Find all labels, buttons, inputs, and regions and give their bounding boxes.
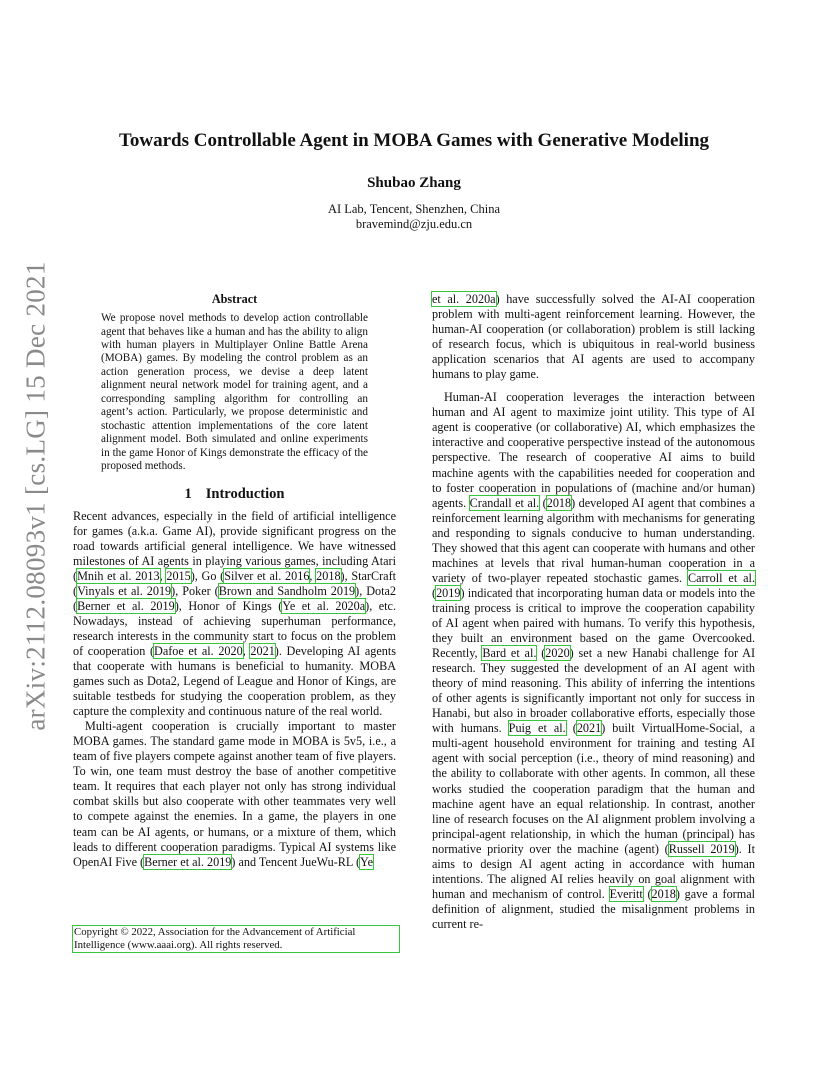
- section-heading-introduction: [73, 487, 396, 502]
- citation-link[interactable]: Ye: [360, 854, 374, 869]
- citation-link[interactable]: 2018: [651, 886, 676, 901]
- citation-link[interactable]: 2019: [436, 585, 461, 600]
- arxiv-identifier: [14, 261, 58, 731]
- citation-link[interactable]: 2018: [546, 495, 572, 510]
- citation-link[interactable]: Carroll et al.: [687, 570, 755, 585]
- citation-link[interactable]: Brown and Sandholm 2019: [218, 583, 356, 598]
- citation-link[interactable]: 2021: [250, 643, 275, 658]
- arxiv-id-text: arXiv:2112.08093v1 [cs.LG] 15 Dec 2021: [20, 261, 51, 731]
- citation-link[interactable]: 2020: [545, 646, 570, 661]
- citation-link[interactable]: Mnih et al. 2013: [77, 568, 160, 583]
- citation-link[interactable]: Russell 2019: [668, 841, 735, 856]
- intro-paragraph-2: Multi-agent cooperation is crucially important to master MOBA games. The standard game mode in MOBA is 5v5, i.e., a team of five players compete against another team of five players. To win, one team must destroy the base of another competitive team. It requires that each player not only has strong individual combat skills but also cooperate with other teammates very well to compete against the enemies. In a game, the players in one team can be AI agents, or humans, or a mixture of them, which leads to different cooperation paradigms. Typical AI systems like OpenAI Five (Berner et al. 2019) and Tencent JueWu-RL (Ye: [73, 719, 396, 869]
- section-title: Introduction: [205, 486, 285, 503]
- citation-link[interactable]: Berner et al. 2019: [77, 598, 175, 613]
- citation-link[interactable]: Silver et al. 2016: [224, 568, 310, 583]
- right-paragraph-1: et al. 2020a) have successfully solved the AI-AI cooperation problem with multi-agent reinforcement learning. However, the human-AI cooperation (or collaboration) problem is still lacking of research focus, which is ubiquitous in real-world business application scenarios that AI agents are used to accompany humans to play game.: [432, 292, 755, 382]
- citation-link[interactable]: 2015: [166, 568, 191, 583]
- affiliation: AI Lab, Tencent, Shenzhen, China: [327, 202, 501, 216]
- citation-link[interactable]: et al. 2020a: [432, 292, 496, 306]
- author-name: Shubao Zhang: [367, 175, 461, 191]
- left-column: [73, 292, 396, 870]
- author-affiliation-block: [0, 202, 828, 232]
- citation-link[interactable]: Ye et al. 2020a: [282, 598, 366, 613]
- intro-paragraph-1: Recent advances, especially in the field of artificial intelligence for games (a.k.a. Game AI), provide significant progress on the road towards artificial general intelligence. We have witnessed milestones of AI agents in playing various games, including Atari (Mnih et al. 2013, 2015), Go (Silver et al. 2016, 2018), StarCraft (Vinyals et al. 2019), Poker (Brown and Sandholm 2019), Dota2 (Berner et al. 2019), Honor of Kings (Ye et al. 2020a), etc. Nowadays, instead of achieving superhuman performance, research interests in the community start to focus on the problem of cooperation (Dafoe et al. 2020, 2021). Developing AI agents that cooperate with humans is beneficial to humanity. MOBA games such as Dota2, Legend of League and Honor of Kings, are suitable testbeds for studying the cooperation problem, as they capture the complexity and continuous nature of the real world.: [73, 508, 397, 719]
- citation-link[interactable]: Everitt: [609, 886, 643, 901]
- citation-link[interactable]: Berner et al. 2019: [144, 854, 232, 869]
- right-paragraph-2: Human-AI cooperation leverages the interaction between human and AI agent to maximize joint utility. This type of AI agent is cooperative (or collaborative) AI, which emphasizes the interactive and cooperative perspective instead of the autonomous perspective. The research of cooperative AI aims to build machine agents with the capabilities needed for cooperation and to foster cooperation in populations of (machine and/or human) agents. Crandall et al. (2018) developed AI agent that combines a reinforcement learning algorithm with mechanisms for generating and responding to signals conducive to human understanding. They showed that this agent can cooperate with humans and other machines at levels that rival human-human cooperation in a variety of two-player repeated stochastic games. Carroll et al. (2019) indicated that incorporating human data or models into the training process is critical to improve the cooperation capability of AI agent when paired with humans. To verify this hypothesis, they built an environment based on the game Overcooked. Recently, Bard et al. (2020) set a new Hanabi challenge for AI research. They suggested the development of an AI agent with theory of mind reasoning. This ability of inferring the intentions of other agents is significantly important not only for success in Hanabi, but also in broader collaborative efforts, especially those with humans. Puig et al. (2021) built VirtualHome-Social, a multi-agent household environment for training and testing AI agent with social perception (i.e., theory of mind reasoning) and the ability to collaborate with other agents. In common, all these works studied the cooperation paradigm that the human and machine agent have an equal relationship. In contrast, another line of research focuses on the AI alignment problem involving a principal-agent relationship, in which the human (principal) has normative priority over the machine (agent) (Russell 2019). It aims to design AI agent acting in accordance with human intentions. The aligned AI relies heavily on goal alignment with human and mechanism of control. Everitt (2018) gave a formal definition of alignment, studied the misalignment problems in current re-: [432, 390, 756, 931]
- section-number: 1: [184, 486, 192, 503]
- author-email: bravemind@zju.edu.cn: [355, 217, 473, 231]
- right-column: [432, 292, 755, 932]
- citation-link[interactable]: Bard et al.: [482, 646, 537, 661]
- copyright-footnote[interactable]: Copyright © 2022, Association for the Advancement of Artificial Intelligence (www.aaai.org). All rights reserved.: [73, 926, 399, 952]
- citation-link[interactable]: 2021: [576, 721, 602, 736]
- citation-link[interactable]: Dafoe et al. 2020: [154, 643, 243, 658]
- abstract-heading: Abstract: [211, 292, 258, 306]
- citation-link[interactable]: Puig et al.: [508, 721, 566, 736]
- citation-link[interactable]: 2018: [316, 568, 341, 583]
- citation-link[interactable]: Crandall et al.: [469, 495, 540, 510]
- citation-link[interactable]: Vinyals et al. 2019: [77, 583, 172, 598]
- paper-title: Towards Controllable Agent in MOBA Games with Generative Modeling: [118, 130, 710, 151]
- abstract-text: We propose novel methods to develop action controllable agent that behaves like a human and has the ability to align with human players in Multiplayer Online Battle Arena (MOBA) games. By modeling the control problem as an action generation process, we devise a deep latent alignment neural network model for training agent, and a corresponding sampling algorithm for controlling an agent’s action. Particularly, we propose deterministic and stochastic attention implementations of the core latent alignment model. Both simulated and online experiments in the game Honor of Kings demonstrate the efficacy of the proposed methods.: [101, 312, 368, 473]
